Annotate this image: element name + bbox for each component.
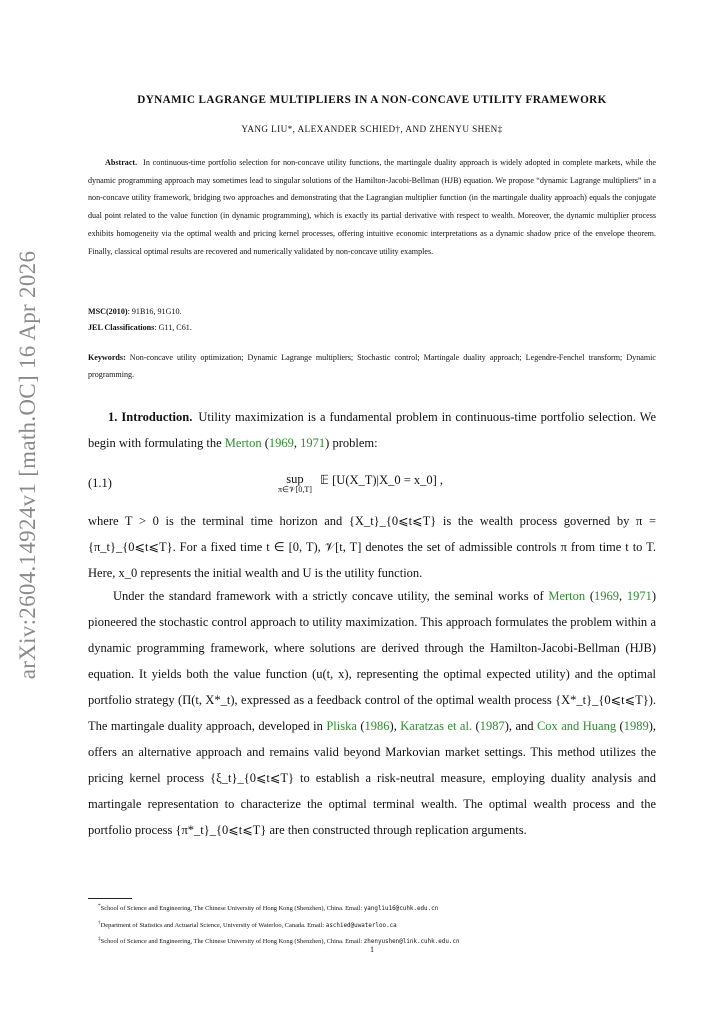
footnote-item: ‡School of Science and Engineering, The Chinese University of Hong Kong (Shenzhen), China. Email: zhenyushen@link.cuhk.edu.cn [98, 936, 460, 946]
arxiv-identifier-stamp [8, 250, 48, 680]
intro-paragraph-1: 1. Introduction. Utility maximization is a fundamental problem in continuous-time portfolio selection. We begin with formulating the Merton (1969, 1971) problem: [88, 410, 656, 450]
citation-merton[interactable]: Merton [224, 436, 262, 450]
sup-text: sup [286, 472, 304, 486]
p3-text-c: ), offers an alternative approach and remains valid beyond Markovian market settings. This method utilizes the pricing kernel process {ξ_t}_{0⩽t⩽T} to establish a risk-neutral measure, employing duality analysis and martingale representation to characterize the optimal terminal wealth. The optimal wealth process and the portfolio process {π*_t}_{0⩽t⩽T} are then constructed through replication arguments. [88, 719, 656, 837]
author-list: YANG LIU*, ALEXANDER SCHIED†, AND ZHENYU SHEN‡ [241, 124, 503, 134]
intro-text-a: Utility maximization is a fundamental problem in continuous-time portfolio selection. We begin with formulating the [88, 410, 656, 450]
sup-subscript: π∈𝒱[0,T] [278, 485, 312, 494]
msc-label: MSC(2010) [88, 307, 128, 316]
keywords [88, 350, 656, 383]
citation-pliska[interactable]: Pliska [326, 719, 357, 733]
citation-merton-2[interactable]: Merton [548, 589, 586, 603]
citation-year-1971[interactable]: 1971 [300, 436, 326, 450]
paper-title: DYNAMIC LAGRANGE MULTIPLIERS IN A NON-CONCAVE UTILITY FRAMEWORK [137, 94, 607, 106]
email-link[interactable]: zhenyushen@link.cuhk.edu.cn [363, 939, 460, 946]
footnote-item: *School of Science and Engineering, The Chinese University of Hong Kong (Shenzhen), China. Email: yangliu16@cuhk.edu.cn [98, 903, 439, 913]
jel-line [88, 320, 656, 335]
footnote-item: †Department of Statistics and Actuarial Science, University of Waterloo, Canada. Email: aschied@uwaterloo.ca [98, 919, 397, 929]
expectation-body: 𝔼 [U(X_T)|X_0 = x_0] , [319, 473, 444, 487]
citation-year-1969[interactable]: 1969 [268, 436, 294, 450]
citation-year-1986[interactable]: 1986 [364, 719, 390, 733]
msc-value: : 91B16, 91G10. [127, 307, 182, 316]
footnotes [88, 900, 656, 950]
intro-paragraph-3: Under the standard framework with a strictly concave utility, the seminal works of Merton (1969, 1971) pioneered the stochastic control approach to utility maximization. This approach formulates the problem within a dynamic programming framework, where solutions are derived through the Hamilton-Jacobi-Bellman (HJB) equation. It yields both the value function (u(t, x), representing the optimal expected utility) and the optimal portfolio strategy (Π(t, X*_t), expressed as a feedback control of the optimal wealth process {X*_t}_{0⩽t⩽T}). The martingale duality approach, developed in Pliska (1986), Karatzas et al. (1987), and Cox and Huang (1989), offers an alternative approach and remains valid beyond Markovian market settings. This method utilizes the pricing kernel process {ξ_t}_{0⩽t⩽T} to establish a risk-neutral measure, employing duality analysis and martingale representation to characterize the optimal terminal wealth. The optimal wealth process and the portfolio process {π*_t}_{0⩽t⩽T} are then constructed through replication arguments. [88, 589, 656, 837]
citation-cox-huang[interactable]: Cox and Huang [536, 719, 617, 733]
keywords-text: Non-concave utility optimization; Dynamic Lagrange multipliers; Stochastic control; Martingale duality approach; Legendre-Fenchel transform; Dynamic programming. [88, 353, 656, 379]
intro-text-b: problem: [329, 436, 378, 450]
footnote-divider [88, 898, 132, 899]
citation-year-1971-2[interactable]: 1971 [626, 589, 652, 603]
citation-year-1969-2[interactable]: 1969 [594, 589, 620, 603]
equation-number: (1.1) [88, 476, 112, 490]
citation-year-1989[interactable]: 1989 [623, 719, 649, 733]
equation-formula [278, 472, 443, 495]
abstract-text: In continuous-time portfolio selection for non-concave utility functions, the martingale duality approach is widely adopted in complete markets, while the dynamic programming approach may sometimes lead to singular solutions of the Hamilton-Jacobi-Bellman (HJB) equation. We propose “dynamic Lagrange multipliers” in a non-concave utility framework, bridging two approaches and demonstrating that the Lagrangian multiplier function (in the martingale duality approach) equals the conjugate dual point related to the value function (in dynamic programming), which is exactly its partial derivative with respect to wealth. Moreover, the dynamic multiplier process exhibits homogeneity via the optimal wealth and pricing kernel processes, offering intuitive economic interpretations as a dynamic shadow price of the envelope theorem. Finally, classical optimal results are recovered and numerically validated by non-concave utility examples. [88, 158, 656, 256]
keywords-label: Keywords: [88, 353, 126, 362]
jel-label: JEL Classifications [88, 323, 155, 332]
email-link[interactable]: aschied@uwaterloo.ca [325, 922, 397, 929]
equation-1-1 [88, 470, 656, 504]
jel-value: : G11, C61. [154, 323, 192, 332]
email-link[interactable]: yangliu16@cuhk.edu.cn [363, 906, 439, 913]
section-title: Introduction. [121, 410, 193, 424]
abstract [88, 154, 656, 260]
citation-karatzas[interactable]: Karatzas et al. [400, 719, 473, 733]
p3-text-b: ) pioneered the stochastic control approach to utility maximization. This approach formulates the problem within a dynamic programming framework, where solutions are derived through the Hamilton-Jacobi-Bellman (HJB) equation. It yields both the value function (u(t, x), representing the optimal expected utility) and the optimal portfolio strategy (Π(t, X*_t), expressed as a feedback control of the optimal wealth process {X*_t}_{0⩽t⩽T}). The martingale duality approach, developed in [88, 589, 656, 733]
abstract-label: Abstract. [105, 158, 138, 167]
section-number: 1. [108, 410, 118, 424]
citation-year-1987[interactable]: 1987 [479, 719, 505, 733]
p3-text-a: Under the standard framework with a strictly concave utility, the seminal works of [113, 589, 549, 603]
arxiv-stamp-text: arXiv:2604.14924v1 [math.OC] 16 Apr 2026 [15, 250, 40, 680]
intro-paragraph-2: where T > 0 is the terminal time horizon and {X_t}_{0⩽t⩽T} is the wealth process governed by π = {π_t}_{0⩽t⩽T}. For a fixed time t ∈ [0, T), 𝒱[t, T] denotes the set of admissible controls π from time t to T. Here, x_0 represents the initial wealth and U is the utility function. [88, 514, 656, 580]
msc-line [88, 304, 656, 319]
page-number: 1 [370, 945, 374, 954]
sup-operator [278, 472, 312, 495]
